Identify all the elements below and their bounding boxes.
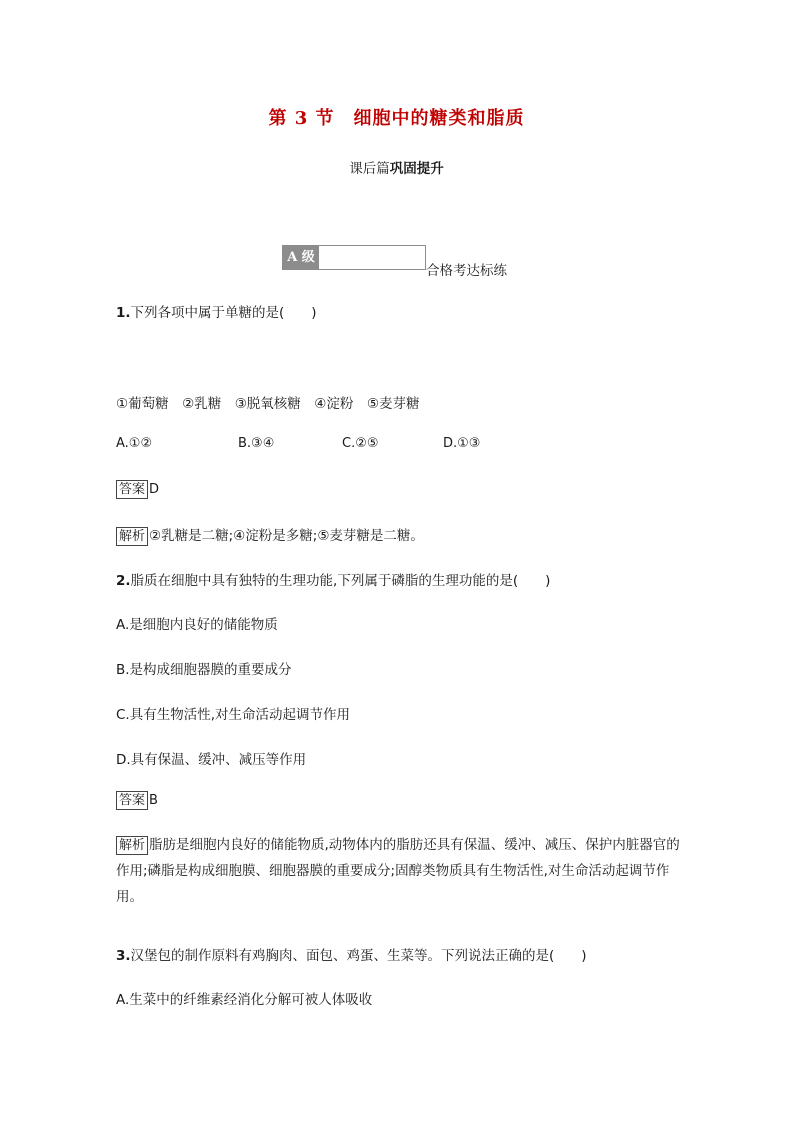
- q2-stem: [116, 569, 550, 589]
- q1-option-b: B.③④: [238, 436, 275, 451]
- q2-analysis-line: [116, 832, 688, 910]
- level-text: 合格考达标练: [426, 263, 507, 279]
- q1-option-c: C.②⑤: [342, 436, 379, 451]
- q3-option-a: A.生菜中的纤维素经消化分解可被人体吸收: [116, 992, 373, 1008]
- q2-analysis: 脂肪是细胞内良好的储能物质,动物体内的脂肪还具有保温、缓冲、减压、保护内脏器官的作用;磷脂是构成细胞膜、细胞器膜的重要成分;固醇类物质具有生物活性,对生命活动起调节作用。: [116, 837, 680, 905]
- q2-number: 2.: [116, 573, 131, 589]
- q1-stem-text: 下列各项中属于单糖的是( ): [130, 305, 317, 321]
- q2-answer: B: [149, 793, 158, 808]
- level-tag: A 级: [283, 246, 319, 269]
- q1-answer-line: [116, 480, 159, 499]
- subtitle-bold: 巩固提升: [389, 161, 444, 177]
- q2-option-d: D.具有保温、缓冲、减压等作用: [116, 752, 307, 768]
- level-box: [282, 245, 426, 270]
- q3-stem: [116, 944, 587, 964]
- q1-items: ①葡萄糖 ②乳糖 ③脱氧核糖 ④淀粉 ⑤麦芽糖: [116, 396, 420, 412]
- q2-option-a: A.是细胞内良好的储能物质: [116, 617, 278, 633]
- section-subtitle: [0, 157, 793, 177]
- q1-analysis: ②乳糖是二糖;④淀粉是多糖;⑤麦芽糖是二糖。: [149, 528, 424, 544]
- answer-label: 答案: [116, 480, 148, 499]
- q1-number: 1.: [116, 305, 131, 321]
- q3-stem-text: 汉堡包的制作原料有鸡胸肉、面包、鸡蛋、生菜等。下列说法正确的是( ): [130, 948, 587, 964]
- q2-option-c: C.具有生物活性,对生命活动起调节作用: [116, 707, 351, 723]
- q2-answer-line: [116, 791, 158, 810]
- q1-option-d: D.①③: [443, 436, 481, 451]
- page-title: 第 3 节 细胞中的糖类和脂质: [268, 108, 525, 129]
- q2-option-b: B.是构成细胞器膜的重要成分: [116, 662, 292, 678]
- analysis-label: 解析: [116, 527, 148, 546]
- q1-stem: [116, 301, 317, 321]
- q1-answer: D: [149, 482, 160, 497]
- q2-stem-text: 脂质在细胞中具有独特的生理功能,下列属于磷脂的生理功能的是( ): [130, 573, 551, 589]
- answer-label: 答案: [116, 791, 148, 810]
- analysis-label: 解析: [116, 836, 148, 855]
- q1-analysis-line: [116, 524, 424, 546]
- subtitle-prefix: 课后篇: [349, 161, 390, 177]
- q1-option-a: A.①②: [116, 436, 153, 451]
- q3-number: 3.: [116, 948, 131, 964]
